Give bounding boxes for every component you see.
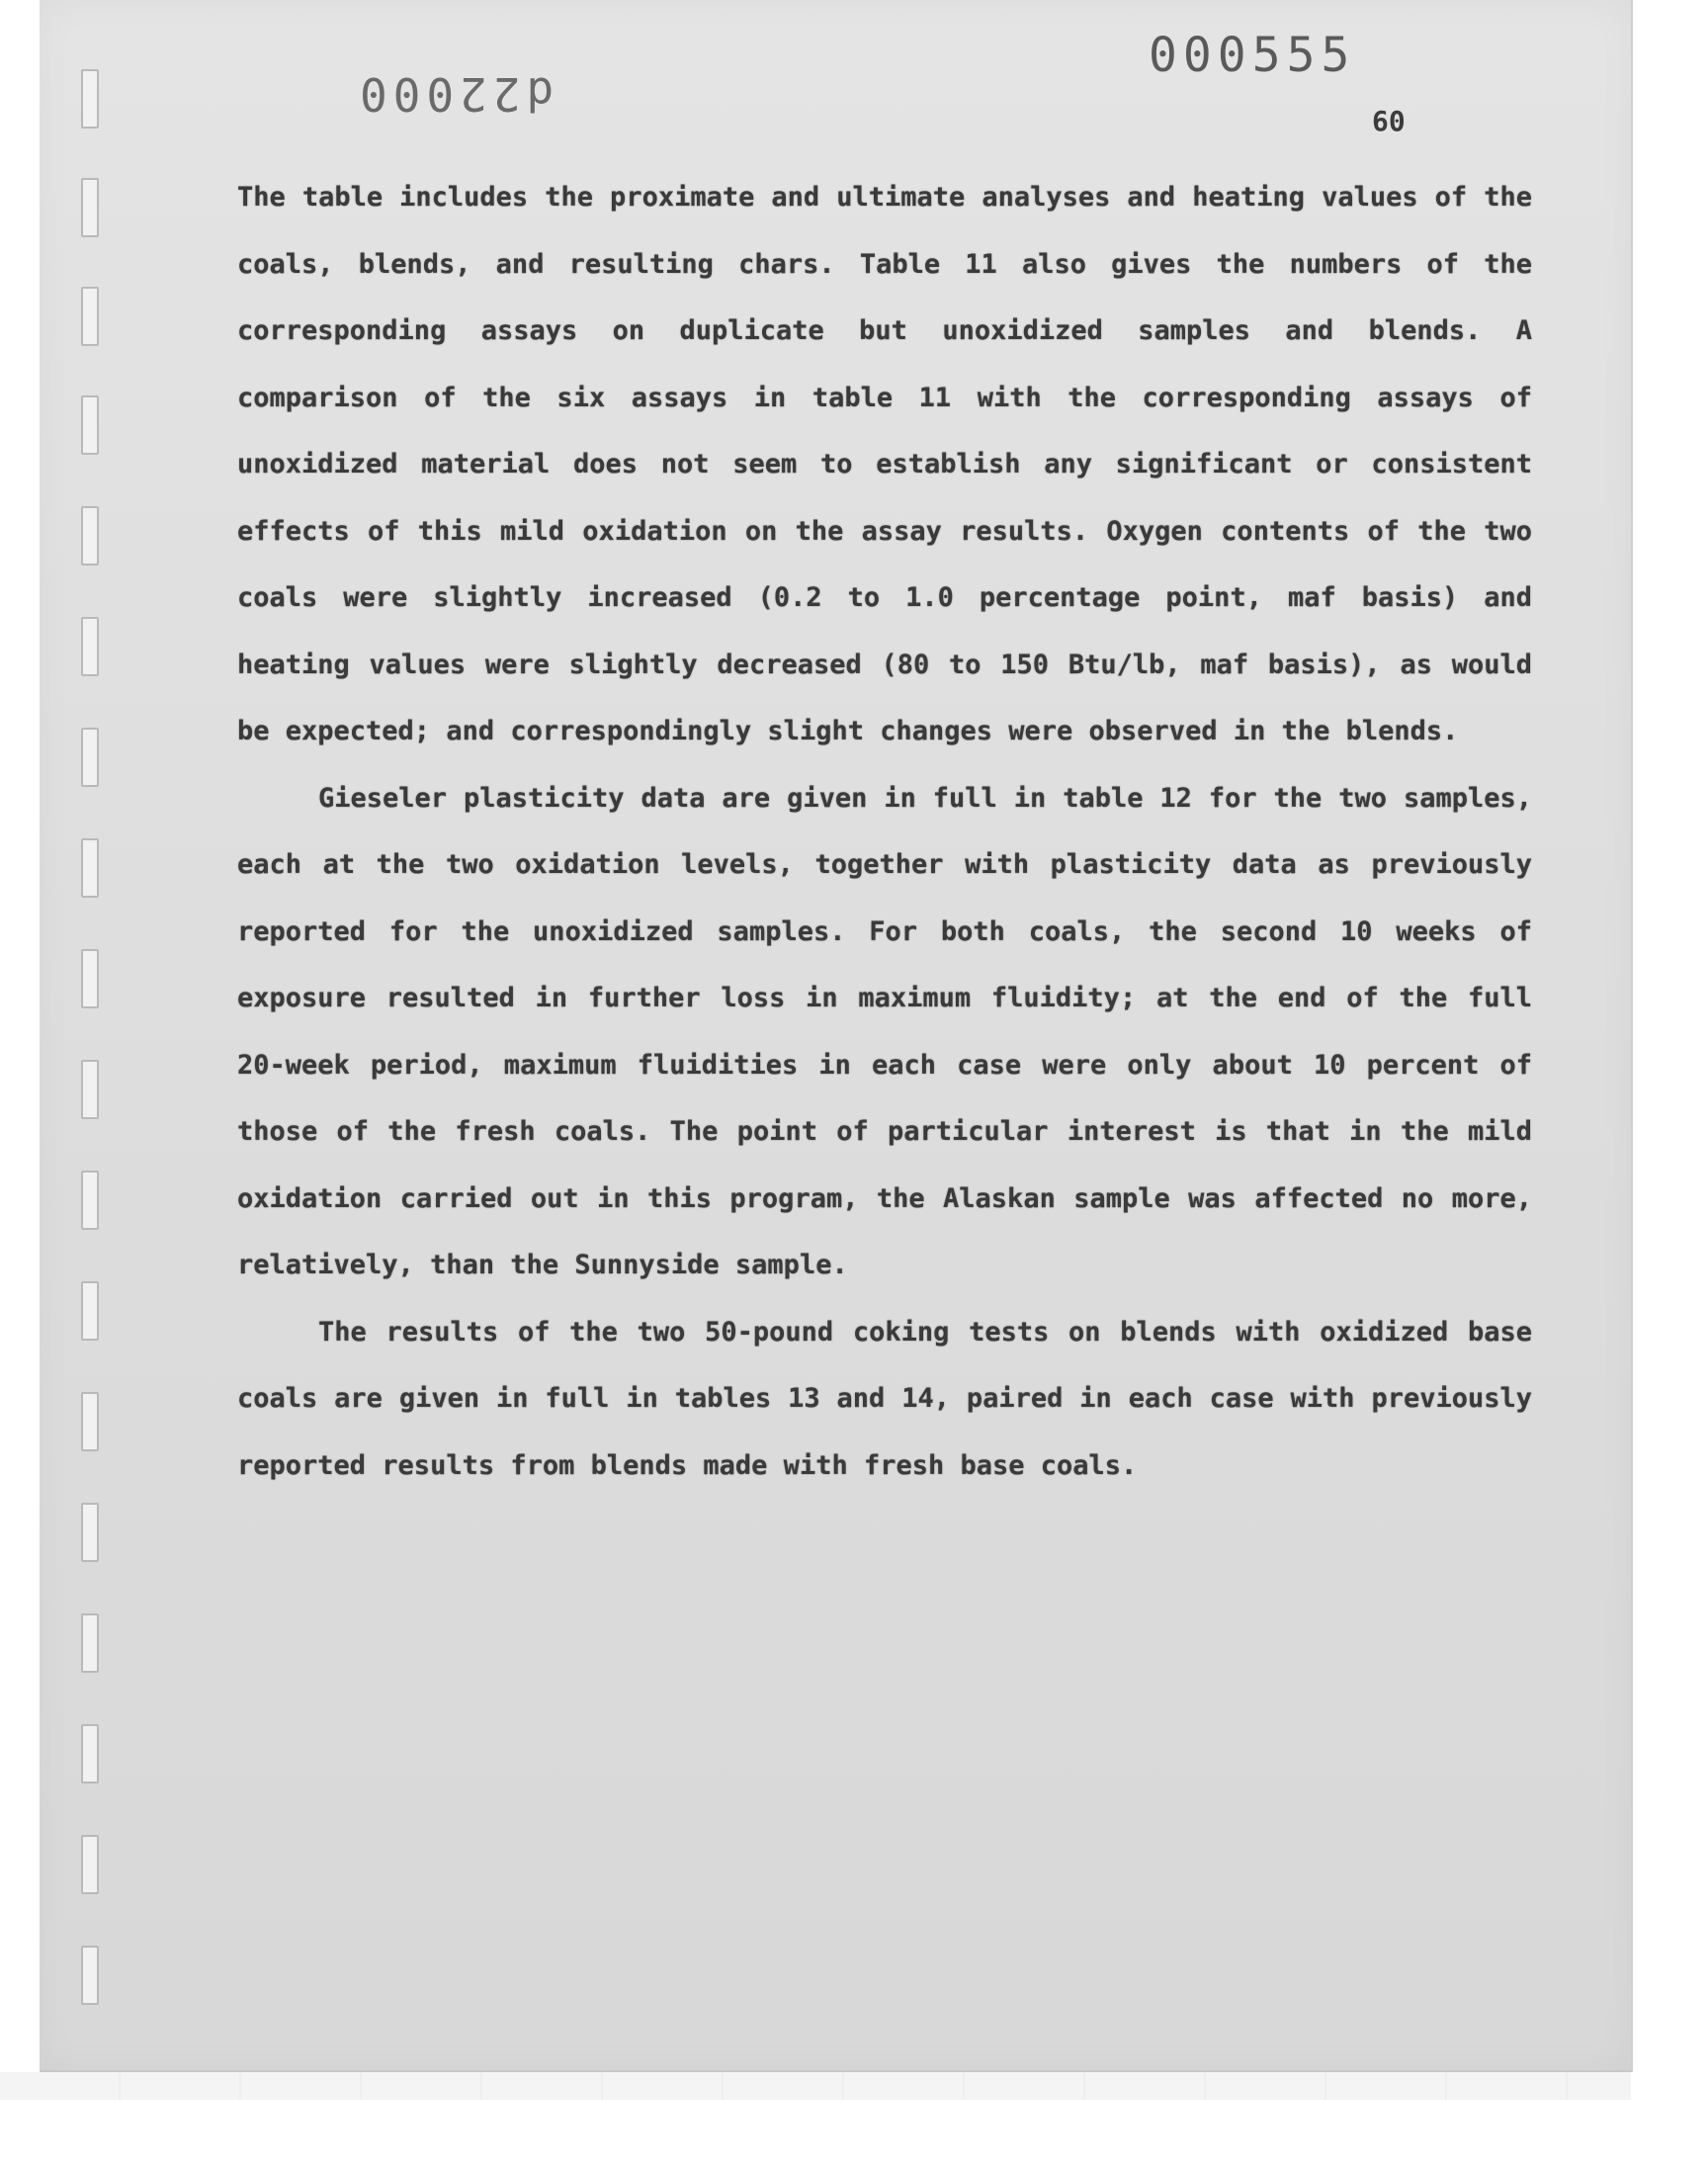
paragraph: The results of the two 50-pound coking tests on blends with oxidized base coals are given in full in tables 13 and 14, paired in each case with previously reported results from blends made with fresh base coals. — [237, 1316, 1532, 1481]
paragraph: Gieseler plasticity data are given in full in table 12 for the two samples, each at the two oxidation levels, together with plasticity data as previously reported for the unoxidized samples. For both coals, the second 10 weeks of exposure resulted in further loss in maximum fluidity; at the end of the full 20-week period, maximum fluidities in each case were only about 10 percent of those of the fresh coals. The point of particular interest is that in the mild oxidation carried out in this program, the Alaskan sample was affected no more, relatively, than the Sunnyside sample. — [237, 782, 1532, 1280]
perforation-hole — [81, 395, 99, 455]
handwritten-stamp-right: 000555 — [1149, 28, 1356, 83]
perforation-hole — [81, 287, 99, 346]
page-number: 60 — [1372, 105, 1406, 137]
perforation-hole — [81, 1392, 99, 1451]
perforation-hole — [81, 617, 99, 676]
perforation-hole — [81, 1613, 99, 1673]
handwritten-stamp-left: d22000 — [354, 67, 555, 121]
perforation-strip — [40, 0, 138, 2070]
perforation-hole — [81, 949, 99, 1008]
perforation-hole — [81, 178, 99, 237]
perforation-hole — [81, 1171, 99, 1230]
perforation-hole — [81, 506, 99, 566]
perforation-hole — [81, 1060, 99, 1119]
perforation-hole — [81, 838, 99, 898]
perforation-hole — [81, 728, 99, 787]
perforation-hole — [81, 1724, 99, 1784]
perforation-hole — [81, 1503, 99, 1562]
perforation-hole — [81, 1281, 99, 1341]
body-text — [237, 164, 1532, 1499]
perforation-hole — [81, 1946, 99, 2005]
bottom-margin-strip — [0, 2072, 1631, 2100]
paragraph: The table includes the proximate and ultimate analyses and heating values of the coals, blends, and resulting chars. Table 11 also gives the numbers of the corresponding assays on duplicate but unoxidized samples and blends. A comparison of the six assays in table 11 with the corresponding assays of unoxidized material does not seem to establish any significant or consistent effects of this mild oxidation on the assay results. Oxygen contents of the two coals were slightly increased (0.2 to 1.0 percentage point, maf basis) and heating values were slightly decreased (80 to 150 Btu/lb, maf basis), as would be expected; and correspondingly slight changes were observed in the blends. — [237, 182, 1532, 746]
perforation-hole — [81, 1835, 99, 1894]
document-page — [40, 0, 1633, 2072]
perforation-hole — [81, 69, 99, 129]
